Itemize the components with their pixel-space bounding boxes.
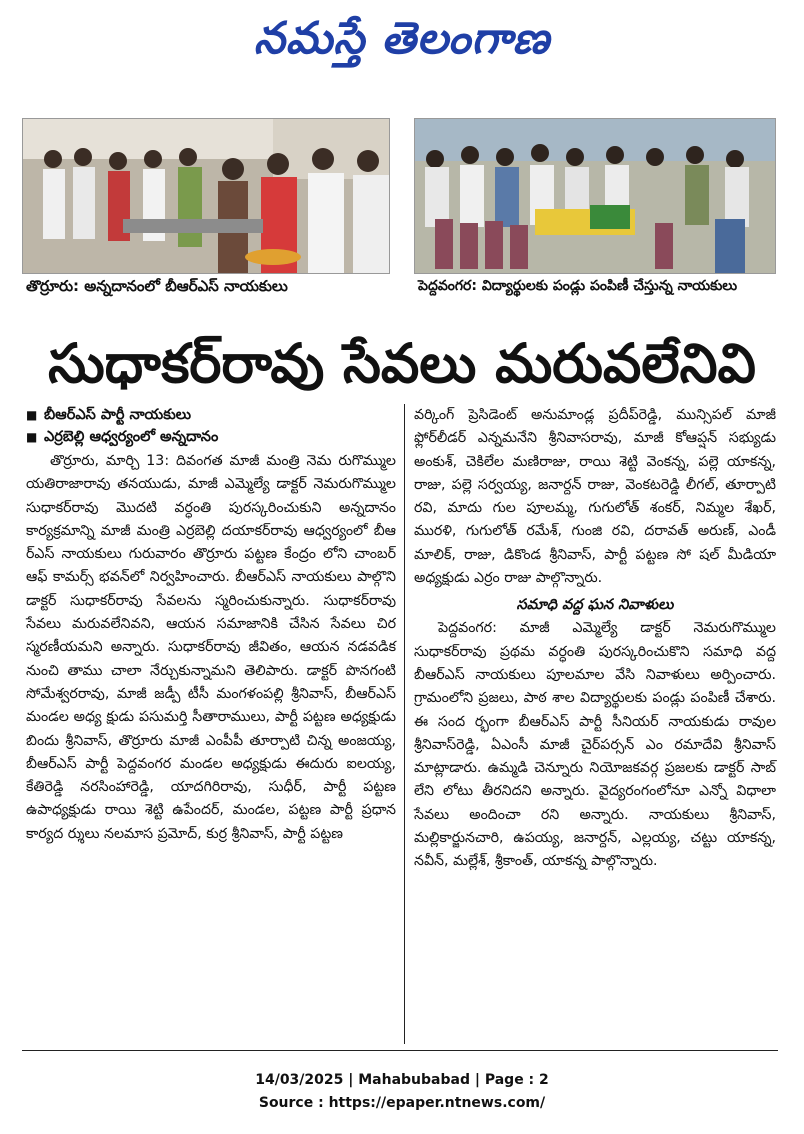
bullet-list: [26, 404, 396, 448]
headline: సుధాకర్‌రావు సేవలు మరువలేనివి: [48, 332, 756, 395]
article-body-right-1: వర్కింగ్‌ ప్రెసిడెంట్‌ అనుమాండ్ల ప్రదీప్‌రెడ్డి, మున్సిపల్‌ మాజీ ఫ్లోర్‌లీడర్‌ ఎన్నమనేని శ్రీనివాసరావు, మాజీ కోఆప్షన్‌ సభ్యుడు అంకుశ్‌, చెకిలేల మణిరాజు, రాయి శెట్టి వెంకన్న, పల్లె యాకన్న, రాజు, పల్లె సర్వయ్య, జనార్దన్‌ రాజు, వెంకటరెడ్డి లీగల్‌, తూర్పాటి రవి, మాదు గుల పూలమ్మ, గుగులోత్‌ శంకర్‌, నిమ్మల శేఖర్‌, మురళి, గుగులోత్‌ రమేశ్‌, గుంజి రవి, దరావత్‌ అరుణ్‌, ఎండీ మాలిక్‌, రాజు, డికొండ శ్రీనివాస్‌, పార్టీ పట్టణ సో షల్‌ మీడియా అధ్యక్షుడు ఎర్రం రాజు పాల్గొన్నారు.: [414, 407, 776, 587]
article-body-right-2: పెద్దవంగర: మాజీ ఎమ్మెల్యే డాక్టర్‌ నెమరుగొమ్ముల సుధాకర్‌రావు ప్రథమ వర్ధంతి పురస్కరించుకొని సమాధి వద్ద బీఆర్‌ఎస్‌ నాయకులు పూలమాల వేసి నివాళులు అర్పించారు. గ్రామంలోని ప్రజలు, పాఠ శాల విద్యార్థులకు పండ్లు పంపిణీ చేశారు. ఈ సంద ర్భంగా బీఆర్‌ఎస్‌ పార్టీ సీనియర్‌ నాయకుడు రావుల శ్రీనివాస్‌రెడ్డి, ఏఎంసీ మాజీ చైర్‌పర్సన్‌ ఎం రమాదేవి శ్రీనివాస్‌ మాట్లాడారు. ఉమ్మడి చెన్నూరు నియోజకవర్గ ప్రజలకు డాక్టర్‌ సాబ్‌ లేని లోటు తీరనిదని అన్నారు. వైద్యరంగంలోనూ ఎన్నో విధాలా సేవలు అందించా రని అన్నారు. నాయకులు శ్రీనివాస్‌, మల్లికార్జునచారి, ఉపయ్య, జనార్దన్‌, ఎల్లయ్య, చట్టు యాకన్న, నవీన్‌, మల్లేశ్‌, శ్రీకాంత్‌, యాకన్న పాల్గొన్నారు.: [414, 620, 776, 870]
bullet-item: ■ బీఆర్‌ఎస్‌ పార్టీ నాయకులు: [26, 404, 396, 426]
photo-caption-1: తొర్రూరు: అన్నదానంలో బీఆర్‌ఎస్‌ నాయకులు: [26, 277, 288, 295]
bullet-item: ■ ఎర్రబెల్లి ఆధ్వర్యంలో అన్నదానం: [26, 426, 396, 448]
article-left-column: [26, 404, 396, 846]
footer-rule: [22, 1050, 778, 1051]
article-subhead: సమాధి వద్ద ఘన నివాళులు: [516, 597, 674, 614]
masthead-title: నమస్తే తెలంగాణ: [253, 13, 551, 64]
footer-source: Source : https://epaper.ntnews.com/: [258, 1095, 546, 1111]
photo-annadanam: [22, 118, 390, 274]
footer-date-edition: 14/03/2025 | Mahabubabad | Page : 2: [255, 1072, 549, 1088]
article-right-column: [414, 404, 776, 874]
article-body-left: తొర్రూరు, మార్చి 13: దివంగత మాజీ మంత్రి నెమ రుగొమ్ముల యతిరాజారావు తనయుడు, మాజీ ఎమ్మెల్యే డాక్టర్‌ నెమరుగొమ్ముల సుధాకర్‌రావు మొదటి వర్ధంతి పురస్కరించుకుని అన్నదానం కార్యక్రమాన్ని మాజీ మంత్రి ఎర్రబెల్లి దయాకర్‌రావు ఆధ్వర్యంలో బీఆ ర్‌ఎస్‌ నాయకులు గురువారం తొర్రూరు పట్టణ కేంద్రం లోని చాంబర్‌ ఆఫ్‌ కామర్స్‌ భవన్‌లో నిర్వహించారు. బీఆర్‌ఎస్‌ నాయకులు పాల్గొని డాక్టర్‌ సుధాకర్‌రావు సేవలను స్మరించుకున్నారు. సుధాకర్‌రావు సేవలు మరువలేనివని, ఆయన సమాజానికి చేసిన సేవలు చిర స్మరణీయమని అన్నారు. సుధాకర్‌రావు జీవితం, ఆయన నడవడిక నుంచి తాము చాలా నేర్చుకున్నామని తెలిపారు. డాక్టర్‌ పొనగంటి సోమేశ్వరరావు, మాజీ జడ్పీ టీసీ మంగళంపల్లి శ్రీనివాస్‌, బీఆర్‌ఎస్‌ మండల అధ్య క్షుడు పసుమర్తి సీతారాములు, పార్టీ పట్టణ అధ్యక్షుడు బిందు శ్రీనివాస్‌, తొర్రూరు మాజీ ఎంపీపీ తూర్పాటి చిన్న అంజయ్య, బీఆర్‌ఎస్‌ పార్టీ పెద్దవంగర మండల అధ్యక్షుడు ఈదురు ఐలయ్య, కేతిరెడ్డి నరసింహారెడ్డి, యాదగిరిరావు, సుధీర్‌, పార్టీ పట్టణ ఉపాధ్యక్షుడు రాయి శెట్టి ఉపేందర్‌, మండల, పట్టణ పార్టీ ప్రధాన కార్యద ర్శులు నలమాస ప్రమోద్‌, కుర్ర శ్రీనివాస్‌, పార్టీ పట్టణ: [26, 453, 396, 842]
photo-caption-2: పెద్దవంగర: విద్యార్థులకు పండ్లు పంపిణీ చేస్తున్న నాయకులు: [418, 278, 738, 294]
photo-fruit-distribution: [414, 118, 776, 274]
column-divider: [404, 404, 405, 1044]
